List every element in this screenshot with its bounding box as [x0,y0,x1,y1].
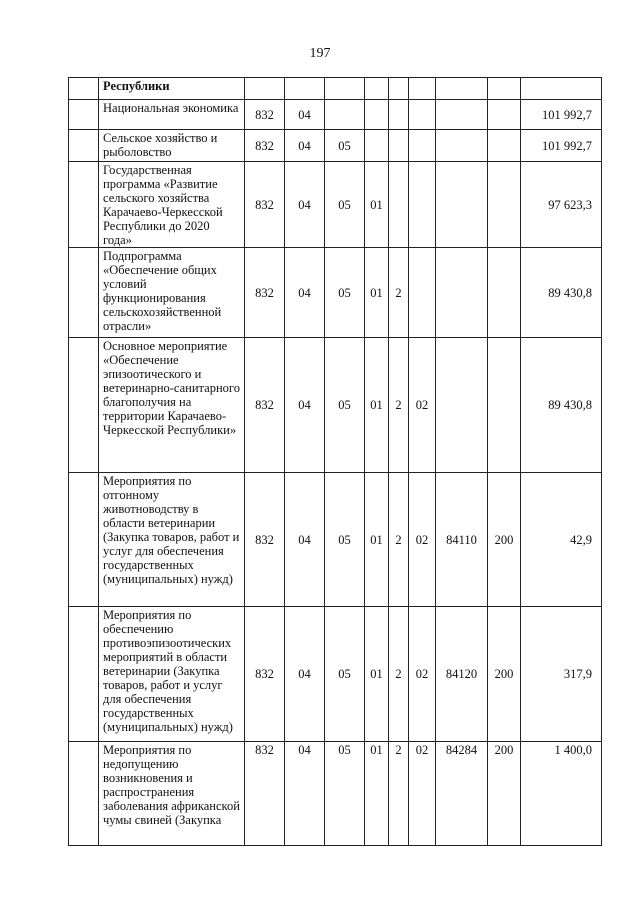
index-cell [69,473,99,607]
row-name: Государственная программа «Развитие сельского хозяйства Карачаево-Черкесской Республики до 2020 года» [99,162,245,248]
amount: 101 992,7 [521,130,602,162]
napr-code [436,338,488,473]
table-row [69,162,602,248]
index-cell [69,130,99,162]
gp-code: 01 [365,162,389,248]
napr-code [436,162,488,248]
row-name: Мероприятия по обеспечению противоэпизоотических мероприятий в области ветеринарии (Закупка товаров, работ и услуг для обеспечения государственных (муниципальных) нужд) [99,607,245,742]
gp-code: 01 [365,248,389,338]
vr-code [488,338,521,473]
amount: 97 623,3 [521,162,602,248]
amount: 89 430,8 [521,248,602,338]
row-name: Сельское хозяйство и рыболовство [99,130,245,162]
pr-code: 05 [325,338,365,473]
table-row [69,742,602,846]
om-code: 02 [409,607,436,742]
row-name: Мероприятия по отгонному животноводству в области ветеринарии (Закупка товаров, работ и услуг для обеспечения государственных (муниципальных) нужд) [99,473,245,607]
pr-code: 05 [325,162,365,248]
pr-code [325,100,365,130]
pp-code [389,130,409,162]
budget-table [68,77,602,846]
pr-code: 05 [325,248,365,338]
napr-code [436,248,488,338]
ved-code: 832 [245,742,285,846]
pr-code: 05 [325,130,365,162]
ved-code: 832 [245,162,285,248]
ved-code: 832 [245,100,285,130]
pr-code: 05 [325,742,365,846]
rz-code: 04 [285,742,325,846]
rz-code: 04 [285,338,325,473]
gp-code: 01 [365,607,389,742]
row-name: Национальная экономика [99,100,245,130]
index-cell [69,742,99,846]
amount: 42,9 [521,473,602,607]
ved-code: 832 [245,130,285,162]
table-row [69,338,602,473]
index-cell [69,607,99,742]
vr-code [488,248,521,338]
gp-code [365,100,389,130]
napr-code [436,100,488,130]
gp-code: 01 [365,473,389,607]
index-cell [69,100,99,130]
pp-code [389,100,409,130]
pp-code: 2 [389,248,409,338]
rz-code: 04 [285,248,325,338]
vr-code: 200 [488,742,521,846]
pr-code: 05 [325,607,365,742]
ved-code: 832 [245,607,285,742]
table-header-row [69,78,602,100]
vr-code [488,130,521,162]
page-number: 197 [309,46,331,61]
amount: 1 400,0 [521,742,602,846]
pp-code: 2 [389,607,409,742]
rz-code: 04 [285,100,325,130]
table-row [69,473,602,607]
rz-code: 04 [285,130,325,162]
om-code [409,162,436,248]
om-code: 02 [409,742,436,846]
amount: 317,9 [521,607,602,742]
napr-code [436,130,488,162]
pp-code [389,162,409,248]
rz-code: 04 [285,162,325,248]
om-code [409,248,436,338]
vr-code: 200 [488,607,521,742]
ved-code: 832 [245,248,285,338]
amount: 101 992,7 [521,100,602,130]
amount: 89 430,8 [521,338,602,473]
index-cell [69,248,99,338]
napr-code: 84110 [436,473,488,607]
index-cell [69,162,99,248]
om-code: 02 [409,473,436,607]
om-code [409,130,436,162]
pr-code: 05 [325,473,365,607]
vr-code: 200 [488,473,521,607]
om-code [409,100,436,130]
row-name: Основное мероприятие «Обеспечение эпизоотического и ветеринарно-санитарного благополучия на территории Карачаево-Черкесской Республики» [99,338,245,473]
table-row [69,130,602,162]
gp-code: 01 [365,742,389,846]
index-cell [69,78,99,100]
table-row [69,607,602,742]
rz-code: 04 [285,607,325,742]
om-code: 02 [409,338,436,473]
table-row [69,100,602,130]
ved-code: 832 [245,473,285,607]
pp-code: 2 [389,338,409,473]
pp-code: 2 [389,473,409,607]
rz-code: 04 [285,473,325,607]
vr-code [488,162,521,248]
gp-code [365,130,389,162]
ved-code: 832 [245,338,285,473]
header-label: Республики [99,78,245,100]
row-name: Подпрограмма «Обеспечение общих условий функционирования сельскохозяйственной отрасли» [99,248,245,338]
gp-code: 01 [365,338,389,473]
napr-code: 84284 [436,742,488,846]
vr-code [488,100,521,130]
row-name: Мероприятия по недопущению возникновения и распространения заболевания африканской чумы свиней (Закупка [99,742,245,846]
napr-code: 84120 [436,607,488,742]
index-cell [69,338,99,473]
pp-code: 2 [389,742,409,846]
table-row [69,248,602,338]
